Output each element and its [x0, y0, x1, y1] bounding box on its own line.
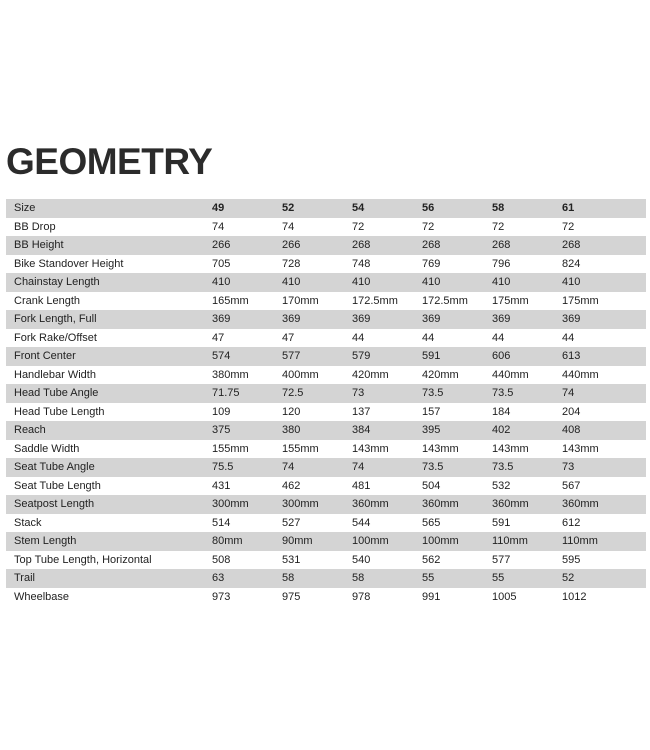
row-value-cell: 431	[212, 479, 231, 492]
row-value-cell: 369	[484, 310, 554, 329]
row-value-cell: 410	[554, 273, 646, 292]
size-header-cell: 54	[344, 199, 414, 218]
page-title: GEOMETRY	[6, 141, 213, 182]
row-label: Bike Standover Height	[14, 257, 124, 270]
row-value-cell: 175mm	[492, 294, 529, 307]
table-row	[6, 218, 646, 237]
row-label: Trail	[6, 569, 204, 588]
row-value-cell: 143mm	[422, 442, 459, 455]
table-row	[6, 569, 646, 588]
row-value-cell: 73.5	[414, 458, 484, 477]
row-value-cell: 74	[274, 458, 344, 477]
row-value-cell: 268	[344, 236, 414, 255]
row-value-cell: 1012	[562, 590, 587, 603]
row-value-cell: 1005	[492, 590, 517, 603]
row-value-cell: 137	[352, 405, 371, 418]
size-header-cell: 56	[414, 199, 484, 218]
row-value-cell: 532	[492, 479, 511, 492]
row-value-cell: 440mm	[492, 368, 529, 381]
row-value-cell: 375	[204, 421, 274, 440]
row-label: Front Center	[6, 347, 204, 366]
row-value-cell: 567	[562, 479, 581, 492]
size-header-cell: 52	[274, 199, 344, 218]
row-value-cell: 47	[282, 331, 295, 344]
row-value-cell: 481	[352, 479, 371, 492]
row-value-cell: 74	[344, 458, 414, 477]
row-value-cell: 591	[492, 516, 511, 529]
row-value-cell: 577	[274, 347, 344, 366]
row-value-cell: 410	[414, 273, 484, 292]
row-value-cell: 531	[282, 553, 301, 566]
row-value-cell: 975	[282, 590, 301, 603]
row-value-cell: 369	[274, 310, 344, 329]
row-value-cell: 606	[484, 347, 554, 366]
row-value-cell: 72	[562, 220, 575, 233]
row-value-cell: 410	[274, 273, 344, 292]
row-value-cell: 410	[204, 273, 274, 292]
row-value-cell: 72.5	[274, 384, 344, 403]
size-header-cell: 58	[484, 199, 554, 218]
row-value-cell: 360mm	[484, 495, 554, 514]
table-row	[6, 236, 646, 255]
table-row	[6, 458, 646, 477]
row-value-cell: 360mm	[554, 495, 646, 514]
row-value-cell: 120	[282, 405, 301, 418]
row-value-cell: 73.5	[484, 384, 554, 403]
size-header-label: Size	[6, 199, 204, 218]
row-value-cell: 300mm	[204, 495, 274, 514]
table-row	[6, 310, 646, 329]
row-value-cell: 75.5	[204, 458, 274, 477]
row-value-cell: 74	[282, 220, 295, 233]
row-value-cell: 266	[274, 236, 344, 255]
table-row	[6, 329, 646, 348]
row-value-cell: 268	[484, 236, 554, 255]
row-value-cell: 728	[282, 257, 301, 270]
row-value-cell: 268	[554, 236, 646, 255]
table-row	[6, 477, 646, 496]
row-label: BB Drop	[14, 220, 56, 233]
row-value-cell: 172.5mm	[422, 294, 468, 307]
table-row	[6, 384, 646, 403]
table-row	[6, 588, 646, 607]
row-value-cell: 395	[414, 421, 484, 440]
row-value-cell: 595	[562, 553, 581, 566]
row-value-cell: 410	[484, 273, 554, 292]
row-value-cell: 504	[422, 479, 441, 492]
row-value-cell: 360mm	[414, 495, 484, 514]
row-value-cell: 400mm	[282, 368, 319, 381]
row-value-cell: 540	[352, 553, 371, 566]
row-value-cell: 579	[344, 347, 414, 366]
row-value-cell: 90mm	[274, 532, 344, 551]
row-value-cell: 143mm	[562, 442, 599, 455]
row-value-cell: 155mm	[282, 442, 319, 455]
row-value-cell: 748	[352, 257, 371, 270]
row-value-cell: 991	[422, 590, 441, 603]
size-header-cell: 49	[204, 199, 274, 218]
row-value-cell: 380mm	[212, 368, 249, 381]
row-value-cell: 369	[344, 310, 414, 329]
row-label: Chainstay Length	[6, 273, 204, 292]
row-value-cell: 172.5mm	[352, 294, 398, 307]
table-row	[6, 347, 646, 366]
geometry-table-body	[6, 199, 646, 606]
row-value-cell: 58	[344, 569, 414, 588]
table-row	[6, 292, 646, 311]
row-value-cell: 508	[212, 553, 231, 566]
row-value-cell: 514	[212, 516, 231, 529]
row-value-cell: 72	[352, 220, 365, 233]
row-value-cell: 73	[344, 384, 414, 403]
row-label: Seat Tube Length	[14, 479, 101, 492]
row-value-cell: 527	[282, 516, 301, 529]
table-row	[6, 551, 646, 570]
row-label: Stem Length	[6, 532, 204, 551]
row-label: Stack	[14, 516, 42, 529]
row-value-cell: 72	[422, 220, 435, 233]
row-label: Head Tube Length	[14, 405, 105, 418]
table-row	[6, 440, 646, 459]
row-value-cell: 110mm	[554, 532, 646, 551]
row-value-cell: 369	[414, 310, 484, 329]
row-value-cell: 978	[352, 590, 371, 603]
row-value-cell: 157	[422, 405, 441, 418]
row-value-cell: 544	[352, 516, 371, 529]
row-value-cell: 613	[554, 347, 646, 366]
row-value-cell: 73.5	[414, 384, 484, 403]
row-value-cell: 44	[352, 331, 365, 344]
row-value-cell: 143mm	[352, 442, 389, 455]
row-value-cell: 73	[554, 458, 646, 477]
row-value-cell: 73.5	[484, 458, 554, 477]
table-row	[6, 495, 646, 514]
table-row	[6, 403, 646, 422]
row-value-cell: 591	[414, 347, 484, 366]
row-value-cell: 52	[554, 569, 646, 588]
row-value-cell: 204	[562, 405, 581, 418]
row-value-cell: 268	[414, 236, 484, 255]
row-value-cell: 360mm	[344, 495, 414, 514]
row-label: Crank Length	[14, 294, 81, 307]
row-label: Saddle Width	[14, 442, 80, 455]
row-value-cell: 44	[492, 331, 505, 344]
row-value-cell: 369	[554, 310, 646, 329]
row-value-cell: 165mm	[212, 294, 249, 307]
row-value-cell: 44	[562, 331, 575, 344]
row-value-cell: 71.75	[204, 384, 274, 403]
row-value-cell: 565	[422, 516, 441, 529]
row-value-cell: 574	[204, 347, 274, 366]
row-label: Handlebar Width	[14, 368, 96, 381]
table-row	[6, 514, 646, 533]
geometry-table	[6, 199, 646, 606]
row-label: Head Tube Angle	[6, 384, 204, 403]
row-value-cell: 109	[212, 405, 231, 418]
row-value-cell: 420mm	[422, 368, 459, 381]
row-label: Fork Rake/Offset	[14, 331, 97, 344]
table-row	[6, 421, 646, 440]
row-value-cell: 612	[562, 516, 581, 529]
row-label: Seatpost Length	[6, 495, 204, 514]
row-value-cell: 63	[204, 569, 274, 588]
row-value-cell: 44	[422, 331, 435, 344]
row-value-cell: 973	[212, 590, 231, 603]
row-value-cell: 74	[554, 384, 646, 403]
size-header-row	[6, 199, 646, 218]
row-value-cell: 402	[484, 421, 554, 440]
size-header-cell: 61	[554, 199, 646, 218]
row-value-cell: 577	[492, 553, 511, 566]
row-value-cell: 100mm	[414, 532, 484, 551]
row-value-cell: 410	[344, 273, 414, 292]
row-value-cell: 55	[484, 569, 554, 588]
row-value-cell: 175mm	[562, 294, 599, 307]
row-value-cell: 369	[204, 310, 274, 329]
row-value-cell: 420mm	[352, 368, 389, 381]
table-row	[6, 273, 646, 292]
table-row	[6, 366, 646, 385]
table-row	[6, 532, 646, 551]
row-value-cell: 300mm	[274, 495, 344, 514]
row-value-cell: 110mm	[484, 532, 554, 551]
row-value-cell: 824	[562, 257, 581, 270]
row-value-cell: 408	[554, 421, 646, 440]
row-label: BB Height	[6, 236, 204, 255]
row-value-cell: 562	[422, 553, 441, 566]
row-value-cell: 74	[212, 220, 225, 233]
row-value-cell: 143mm	[492, 442, 529, 455]
row-value-cell: 705	[212, 257, 231, 270]
row-value-cell: 47	[212, 331, 225, 344]
row-value-cell: 155mm	[212, 442, 249, 455]
row-value-cell: 769	[422, 257, 441, 270]
row-value-cell: 462	[282, 479, 301, 492]
row-value-cell: 100mm	[344, 532, 414, 551]
table-row	[6, 255, 646, 274]
row-label: Wheelbase	[14, 590, 70, 603]
row-label: Top Tube Length, Horizontal	[14, 553, 152, 566]
row-value-cell: 440mm	[562, 368, 599, 381]
row-value-cell: 58	[274, 569, 344, 588]
row-value-cell: 72	[492, 220, 505, 233]
row-value-cell: 796	[492, 257, 511, 270]
row-value-cell: 80mm	[204, 532, 274, 551]
row-label: Reach	[6, 421, 204, 440]
row-value-cell: 380	[274, 421, 344, 440]
row-value-cell: 184	[492, 405, 511, 418]
row-value-cell: 266	[204, 236, 274, 255]
row-value-cell: 55	[414, 569, 484, 588]
row-label: Fork Length, Full	[6, 310, 204, 329]
row-value-cell: 384	[344, 421, 414, 440]
row-label: Seat Tube Angle	[6, 458, 204, 477]
row-value-cell: 170mm	[282, 294, 319, 307]
